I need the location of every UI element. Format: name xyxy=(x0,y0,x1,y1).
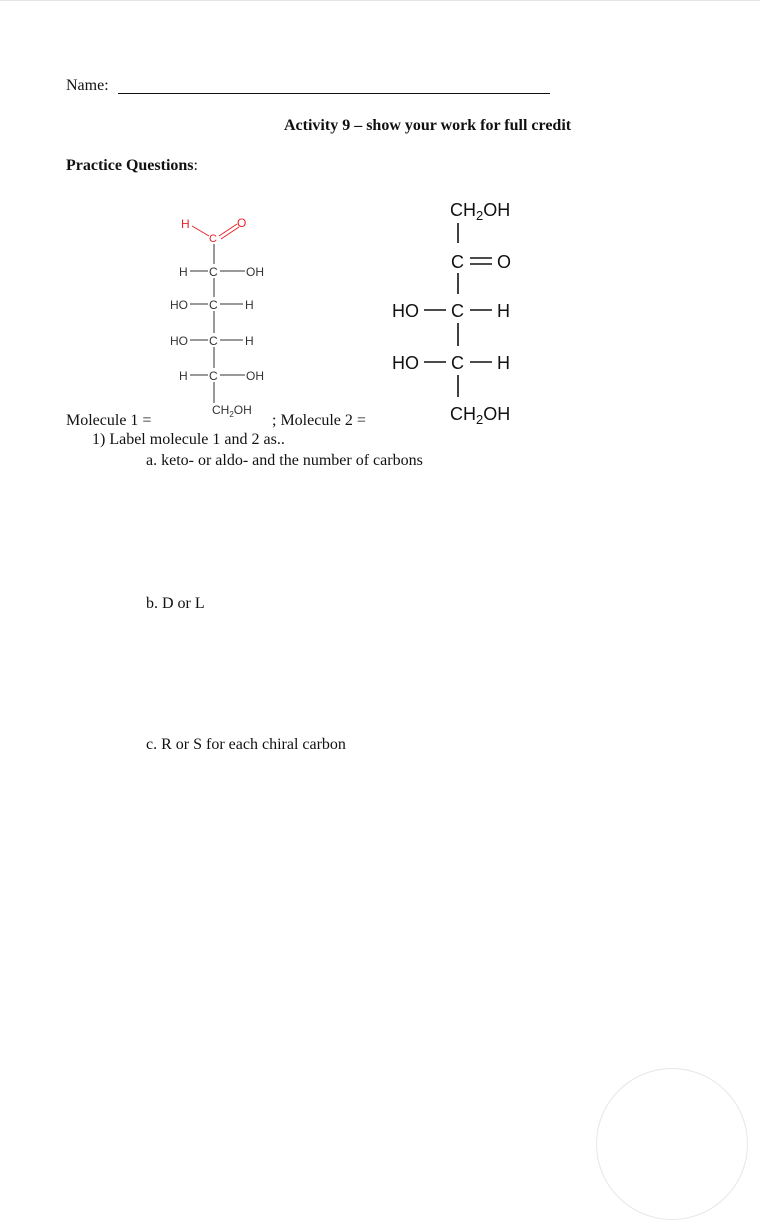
mol1-r3-c: C xyxy=(209,334,218,348)
name-label: Name: xyxy=(66,77,109,94)
mol1-r2-right: H xyxy=(245,298,254,312)
mol2-r1-c: C xyxy=(451,252,464,272)
question-1b: b. D or L xyxy=(146,595,205,612)
mol1-top-o: O xyxy=(237,216,247,230)
question-1a: a. keto- or aldo- and the number of carbons xyxy=(146,452,423,469)
mol2-r3-c: C xyxy=(451,353,464,373)
mol2-bottom-sub: 2 xyxy=(476,412,484,427)
mol1-bottom-sub: 2 xyxy=(229,410,234,419)
mol1-r4-right: OH xyxy=(246,369,264,383)
mol1-r1-right: OH xyxy=(246,265,264,279)
mol1-r2-left: HO xyxy=(170,298,188,312)
mol2-bottom-ch: CH xyxy=(450,404,476,424)
mol2-top-ch: CH xyxy=(450,200,476,220)
molecule-2-label: ; Molecule 2 = xyxy=(272,412,366,429)
mol1-r1-left: H xyxy=(179,265,188,279)
mol2-r3-left: HO xyxy=(392,353,419,373)
mol2-r2-c: C xyxy=(451,301,464,321)
mol1-r1-c: C xyxy=(209,265,218,279)
molecule-1-label: Molecule 1 = xyxy=(66,412,152,429)
mol2-top-ch2oh xyxy=(450,200,510,223)
mol1-top-h: H xyxy=(181,217,190,231)
mol1-top-c: C xyxy=(209,233,217,245)
practice-questions-colon: : xyxy=(193,157,198,174)
mol1-r3-right: H xyxy=(245,334,254,348)
mol1-bottom-ch: CH xyxy=(212,403,230,417)
question-1c: c. R or S for each chiral carbon xyxy=(146,736,346,753)
question-1: 1) Label molecule 1 and 2 as.. xyxy=(92,431,285,448)
practice-questions-heading-text: Practice Questions xyxy=(66,157,194,174)
mol2-bottom-oh: OH xyxy=(483,404,511,424)
activity-title: Activity 9 – show your work for full credit xyxy=(284,117,572,134)
mol1-bottom-oh: OH xyxy=(233,403,252,417)
mol2-top-sub: 2 xyxy=(476,208,484,223)
mol2-r2-right: H xyxy=(497,301,510,321)
mol1-r4-left: H xyxy=(179,369,188,383)
mol1-r3-left: HO xyxy=(170,334,188,348)
mol2-r1-o: O xyxy=(497,252,512,272)
scroll-indicator-circle[interactable] xyxy=(596,1068,748,1220)
mol2-r2-left: HO xyxy=(392,301,419,321)
mol2-top-oh: OH xyxy=(483,200,511,220)
mol2-r3-right: H xyxy=(497,353,510,373)
mol2-bottom-ch2oh xyxy=(450,404,510,427)
mol1-r4-c: C xyxy=(209,369,218,383)
mol1-r2-c: C xyxy=(209,298,218,312)
